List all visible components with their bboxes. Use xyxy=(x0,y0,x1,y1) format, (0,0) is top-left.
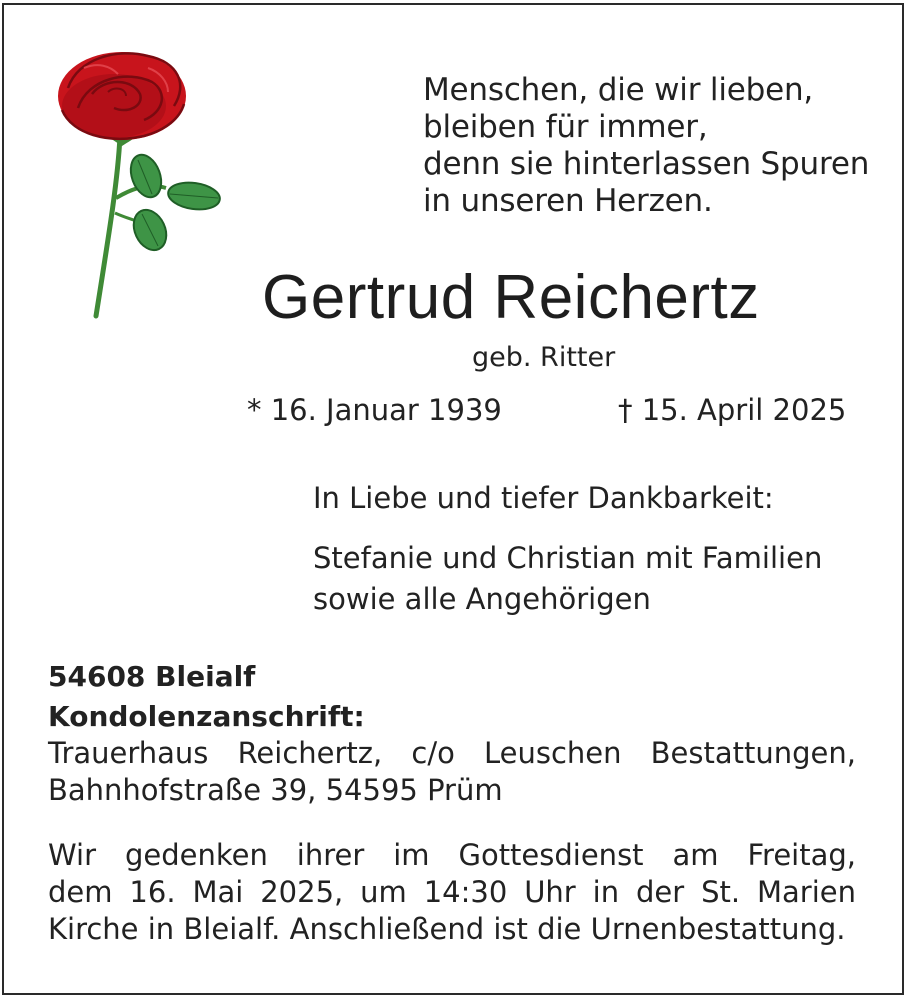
address-line: Bahnhofstraße 39, 54595 Prüm xyxy=(48,773,503,807)
poem-line: bleiben für immer, xyxy=(423,109,708,145)
poem-line: Menschen, die wir lieben, xyxy=(423,72,814,108)
service-line: Kirche in Bleialf. Anschließend ist die Urnenbestattung. xyxy=(48,912,846,946)
birth-date: * 16. Januar 1939 xyxy=(247,393,502,427)
deceased-name: Gertrud Reichertz xyxy=(262,263,760,332)
poem-line: denn sie hinterlassen Spuren xyxy=(423,146,870,182)
mourners-intro: In Liebe und tiefer Dankbarkeit: xyxy=(313,481,774,515)
service-notice xyxy=(48,837,856,948)
memorial-poem xyxy=(423,72,869,220)
mourners-line: sowie alle Angehörigen xyxy=(313,582,651,616)
mourners-line: Stefanie und Christian mit Familien xyxy=(313,541,823,575)
condolence-address xyxy=(48,735,856,809)
address-line: Trauerhaus Reichertz, c/o Leuschen Bestattungen, xyxy=(48,736,856,770)
service-line: dem 16. Mai 2025, um 14:30 Uhr in der St. Marien xyxy=(48,875,856,909)
mourners-list xyxy=(313,538,822,620)
condolence-heading: Kondolenzanschrift: xyxy=(48,700,365,733)
service-line: Wir gedenken ihrer im Gottesdienst am Freitag, xyxy=(48,838,856,872)
death-date: † 15. April 2025 xyxy=(618,393,847,427)
rose-illustration xyxy=(48,48,226,323)
birth-name: geb. Ritter xyxy=(472,342,616,373)
poem-line: in unseren Herzen. xyxy=(423,183,713,219)
residence-city: 54608 Bleialf xyxy=(48,660,256,693)
